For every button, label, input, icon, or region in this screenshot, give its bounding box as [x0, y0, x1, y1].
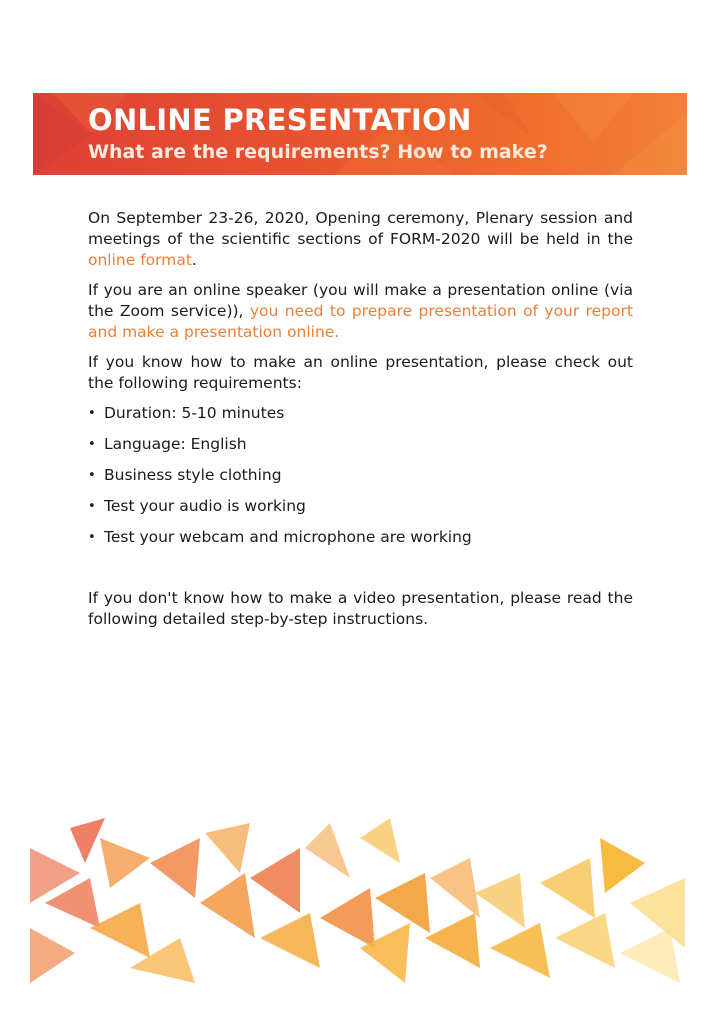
intro-text-1-end: .	[191, 251, 197, 269]
page-subtitle: What are the requirements? How to make?	[88, 141, 548, 163]
page-title: ONLINE PRESENTATION	[88, 103, 472, 137]
spacer	[88, 558, 633, 588]
prepare-presentation-highlight: you need to prepare presentation of your report and make a presentation online.	[88, 302, 633, 341]
bullet-icon: •	[88, 406, 96, 421]
footer-triangle-pattern	[30, 818, 690, 983]
intro-paragraph-1	[88, 208, 633, 271]
bullet-icon: •	[88, 437, 96, 452]
closing-paragraph: If you don't know how to make a video presentation, please read the following detailed step-by-step instructions.	[88, 589, 633, 628]
requirement-item: • Test your audio is working	[88, 497, 306, 515]
intro-text-2: If you are an online speaker (you will make a presentation online (via the Zoom service)),	[88, 281, 633, 320]
requirement-item: • Language: English	[88, 435, 247, 453]
requirements-list	[88, 403, 633, 558]
main-content	[88, 208, 633, 639]
requirement-item: • Business style clothing	[88, 466, 282, 484]
header-banner	[33, 93, 687, 175]
intro-paragraph-3: If you know how to make an online presentation, please check out the following requirements:	[88, 353, 633, 392]
requirement-item: • Duration: 5-10 minutes	[88, 404, 285, 422]
page-number: 1	[371, 927, 379, 940]
intro-text-1: On September 23-26, 2020, Opening ceremony, Plenary session and meetings of the scientific sections of FORM-2020 will be held in the	[88, 209, 633, 248]
bullet-icon: •	[88, 499, 96, 514]
bullet-icon: •	[88, 468, 96, 483]
requirement-item: • Test your webcam and microphone are working	[88, 528, 472, 546]
online-format-highlight: online format	[88, 251, 192, 269]
intro-paragraph-2	[88, 280, 633, 343]
bullet-icon: •	[88, 530, 96, 545]
